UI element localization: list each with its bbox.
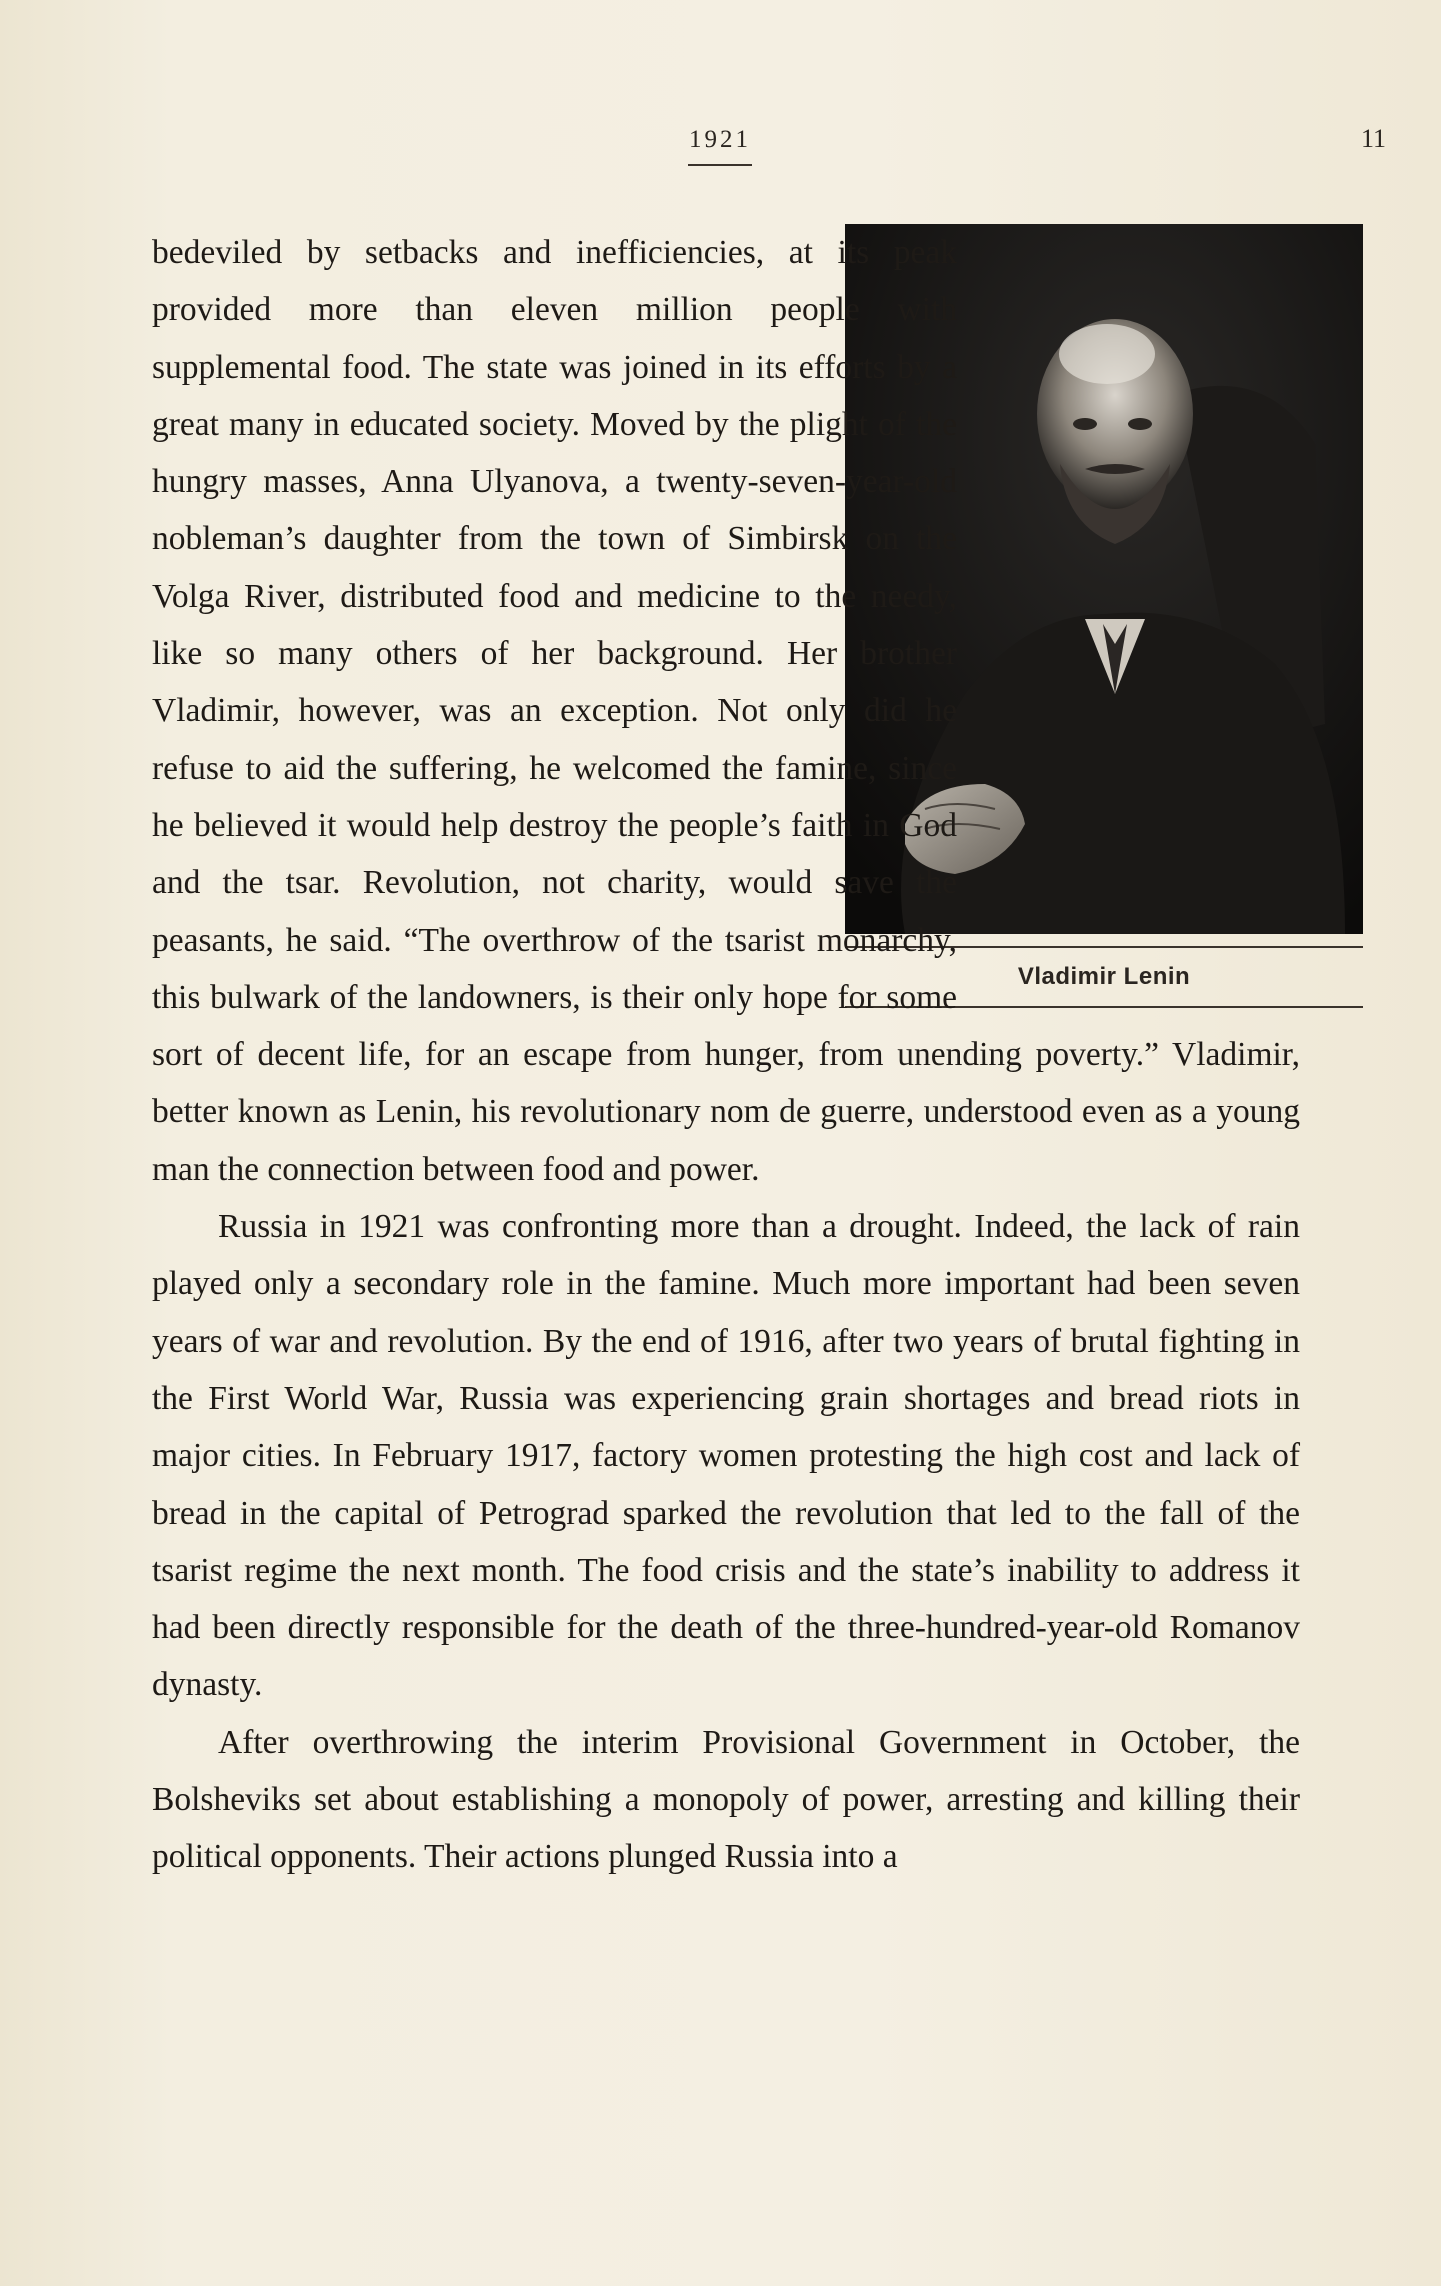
body-text bbox=[152, 224, 1300, 1886]
paragraph: After overthrowing the interim Provisional Government in October, the Bolsheviks set about establishing a monopoly of power, arresting and killing their political opponents. Their actions plunged Russia into a bbox=[152, 1723, 1300, 1876]
paragraph: bedeviled by setbacks and inefficiencies, at its peak provided more than eleven million people with supplemental food. The state was joined in its efforts by a great many in educated society. Moved by the plight of the hungry masses, Anna Ulyanova, a twenty-seven-year-old nobleman’s daughter from the town of Simbirsk on the Volga River, distributed food and medicine to the needy, like so many others of her background. Her brother Vladimir, however, was an exception. Not only did he refuse to aid the suffering, he welcomed the famine, since he believed it would help destroy the people’s faith in God and the tsar. Revolution, not charity, would save the peasants, he said. “The overthrow of the tsarist monarchy, this bulwark of the landowners, is their only hope for some sort of decent life, for an escape from hunger, from unending poverty.” Vladimir, better known as Lenin, his revolutionary nom de guerre, understood even as a young man the connection between food and power. bbox=[152, 234, 1300, 1188]
figure-caption: Vladimir Lenin bbox=[1017, 963, 1191, 990]
page-number: 11 bbox=[1360, 124, 1386, 153]
figure-float-space bbox=[957, 224, 1300, 1024]
paragraph: Russia in 1921 was confronting more than a drought. Indeed, the lack of rain played only a secondary role in the famine. Much more important had been seven years of war and revolution. By the end of 1916, after two years of brutal fighting in the First World War, Russia was experiencing grain shortages and bread riots in major cities. In February 1917, factory women protesting the high cost and lack of bread in the capital of Petrograd sparked the revolution that led to the fall of the tsarist regime the next month. The food crisis and the state’s inability to address it had been directly responsible for the death of the three-hundred-year-old Romanov dynasty. bbox=[152, 1208, 1300, 1704]
running-head-rule bbox=[688, 164, 752, 166]
running-head: 1921 bbox=[689, 126, 751, 153]
